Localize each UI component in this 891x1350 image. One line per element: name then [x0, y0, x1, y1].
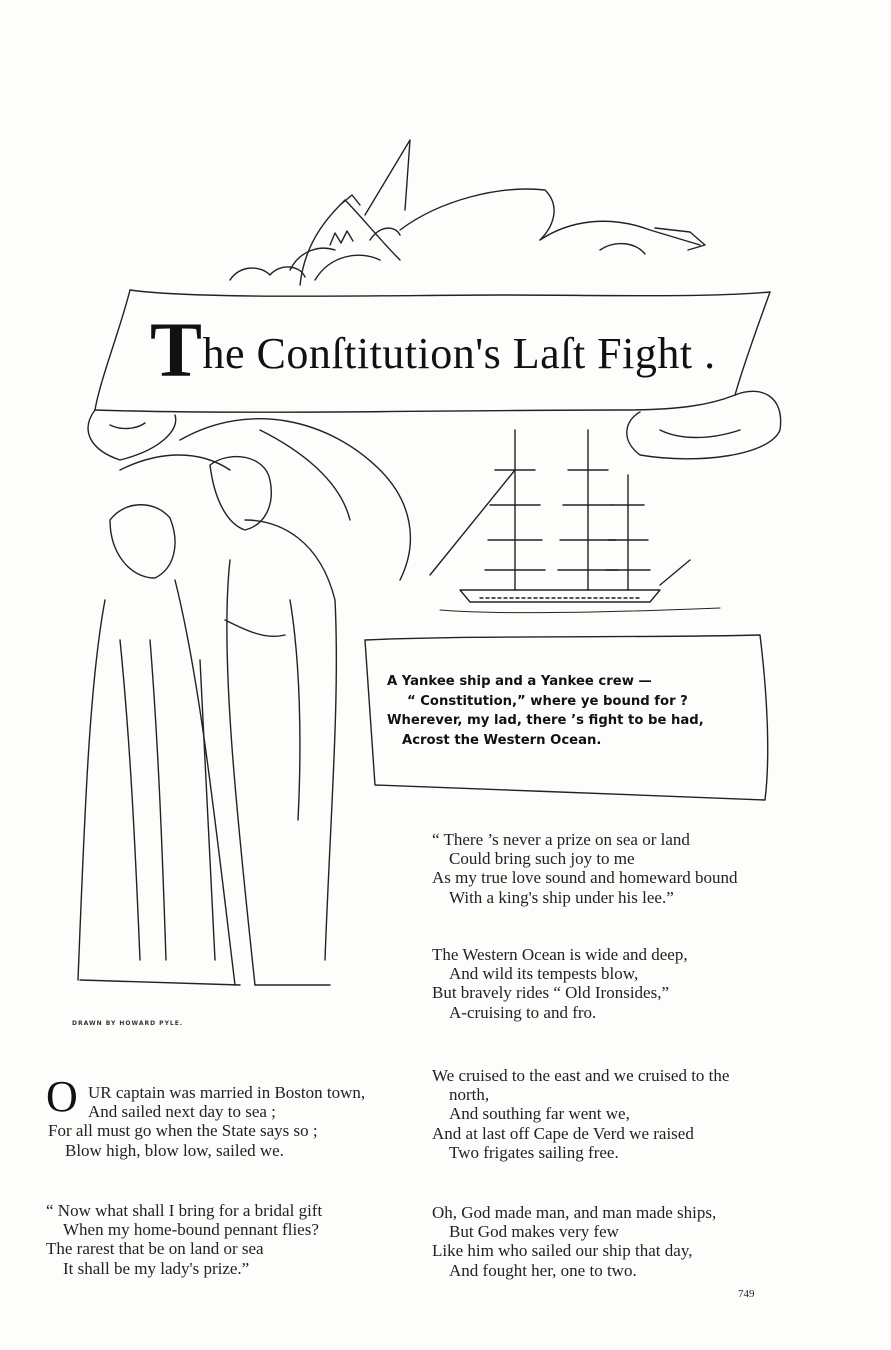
verse-line: But bravely rides “ Old Ironsides,”	[432, 983, 669, 1003]
epigraph-line: “ Constitution,” where ye bound for ?	[407, 693, 688, 709]
verse-line: And at last off Cape de Verd we raised	[432, 1123, 694, 1143]
wreath-crest-icon	[290, 140, 705, 285]
verse-line: And fought her, one to two.	[449, 1260, 637, 1280]
stanza	[432, 1066, 729, 1162]
illustration-credit: DRAWN BY HOWARD PYLE.	[72, 1020, 184, 1027]
verse-line: With a king's ship under his lee.”	[449, 887, 674, 907]
verse-line: Oh, God made man, and man made ships,	[432, 1203, 717, 1222]
verse-line: It shall be my lady's prize.”	[63, 1258, 250, 1278]
page-title	[150, 305, 750, 395]
couple-figure	[78, 457, 336, 985]
verse-line: UR captain was married in Boston town,	[88, 1083, 366, 1102]
verse-line: Like him who sailed our ship that day,	[432, 1241, 693, 1261]
verse-line: But God makes very few	[449, 1222, 619, 1242]
stanza	[432, 945, 688, 1022]
verse-line: Could bring such joy to me	[449, 849, 635, 869]
ship-icon	[430, 430, 720, 613]
verse-line: The rarest that be on land or sea	[46, 1239, 264, 1259]
epigraph	[387, 672, 757, 750]
stanza	[432, 830, 737, 907]
epigraph-line: Wherever, my lad, there ’s fight to be had,	[387, 713, 704, 728]
verse-line: And sailed next day to sea ;	[88, 1102, 276, 1122]
verse-line: A-cruising to and fro.	[449, 1002, 597, 1022]
verse-line: And wild its tempests blow,	[449, 964, 639, 984]
title-initial: T	[150, 306, 203, 393]
verse-line: “ Now what shall I bring for a bridal gift	[46, 1201, 323, 1220]
title-rest: he Conſtitution's Laſt Fight .	[202, 329, 716, 378]
verse-line: When my home-bound pennant flies?	[63, 1220, 319, 1240]
stanza	[48, 1083, 365, 1160]
verse-line: north,	[449, 1085, 490, 1105]
verse-line: Blow high, blow low, sailed we.	[65, 1140, 284, 1160]
verse-line: Two frigates sailing free.	[449, 1142, 619, 1162]
epigraph-line: Acrost the Western Ocean.	[402, 732, 602, 748]
verse-line: “ There ’s never a prize on sea or land	[432, 830, 690, 849]
verse-line: We cruised to the east and we cruised to the	[432, 1066, 730, 1085]
verse-line: For all must go when the State says so ;	[48, 1121, 318, 1141]
stanza	[46, 1201, 322, 1278]
stanza	[432, 1203, 716, 1280]
verse-line: The Western Ocean is wide and deep,	[432, 945, 688, 964]
verse-line: As my true love sound and homeward bound	[432, 868, 738, 888]
verse-line: And southing far went we,	[449, 1104, 630, 1124]
drop-cap: O	[46, 1072, 78, 1121]
epigraph-line: A Yankee ship and a Yankee crew —	[387, 674, 652, 689]
page-number: 749	[738, 1288, 755, 1300]
